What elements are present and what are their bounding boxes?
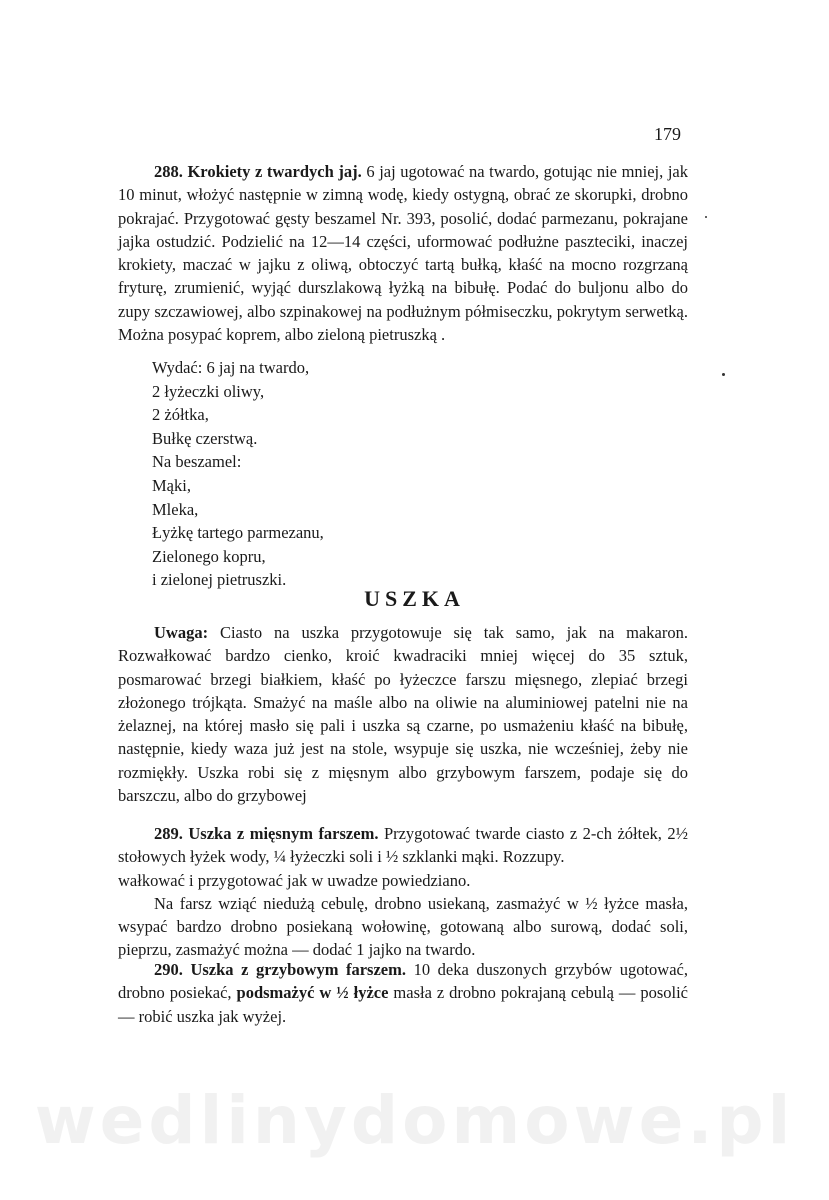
- recipe-289-title: Uszka z mięsnym farszem.: [188, 824, 379, 843]
- recipe-289-para2: Na farsz wziąć niedużą cebulę, drobno usiekaną, zasmażyć w ½ łyżce masła, wsypać bardzo drobno posiekaną wołowinę, gotowaną albo surową, dodać soli, pieprzu, zasmażyć można — dodać 1 jajko na twardo.: [118, 893, 688, 960]
- recipe-289-body: Przygotować twarde ciasto z 2-ch żółtek, 2½ stołowych łyżek wody, ¼ łyżeczki soli i ½ szklanki mąki. Rozzupy.: [118, 824, 689, 867]
- ingredient-item: 2 łyżeczki oliwy,: [152, 381, 265, 401]
- recipe-289: [118, 822, 688, 962]
- section-title: USZKA: [364, 586, 465, 611]
- ingredients-list: [152, 356, 324, 592]
- ingredient-item: Na beszamel:: [152, 452, 242, 472]
- ingredient-item: Mąki,: [152, 475, 191, 495]
- watermark-text: wedlinydomowe.pl: [34, 1082, 795, 1159]
- ingredient-item: Mleka,: [152, 499, 199, 519]
- note-paragraph: [118, 621, 688, 807]
- recipe-288: [118, 160, 688, 346]
- recipe-288-number: 288.: [154, 162, 183, 181]
- ingredient-item: Zielonego kopru,: [152, 546, 266, 566]
- page-number: 179: [654, 124, 681, 144]
- ingredient-item: Łyżkę tartego parmezanu,: [152, 523, 324, 543]
- recipe-289-line2: wałkować i przygotować jak w uwadze powiedziano.: [118, 870, 471, 890]
- recipe-290-body-start: 10 deka duszonych grzybów ugotować, drobno posiekać,: [118, 960, 688, 1003]
- recipe-290-bold-mid: podsmażyć w ½ łyżce: [236, 983, 389, 1003]
- recipe-290-title: Uszka z grzybowym farszem.: [190, 960, 406, 979]
- recipe-288-title: Krokiety z twardych jaj.: [187, 162, 362, 181]
- recipe-290: [118, 958, 688, 1028]
- recipe-289-number: 289.: [154, 824, 183, 843]
- scan-speck: [722, 373, 725, 376]
- ingredient-item: 2 żółtka,: [152, 405, 209, 425]
- scan-speck: [705, 216, 707, 218]
- note-body: Ciasto na uszka przygotowuje się tak samo, jak na makaron. Rozwałkować bardzo cienko, kroić kwadraciki mniej więcej do 35 sztuk, posmarować brzegi białkiem, kłaść po łyżeczce farszu mięsnego, zlepiać brzegi złożonego trójkąta. Smażyć na maśle albo na oliwie na aluminiowej patelni nie na żelaznej, na której masło się pali i uszka są czarne, po usmażeniu kłaść na bibułę, następnie, kiedy waza już jest na stole, wsypuje się uszka, nie wcześniej, żeby nie rozmiękły. Uszka robi się z mięsnym albo grzybowym farszem, podaje się do barszczu, albo do grzybowej: [118, 623, 689, 806]
- ingredient-item: Bułkę czerstwą.: [152, 428, 258, 448]
- ingredient-item: Wydać: 6 jaj na twardo,: [152, 358, 310, 377]
- ingredient-item: i zielonej pietruszki.: [152, 570, 287, 590]
- recipe-290-body-end: masła z drobno pokrajaną cebulą — posolić — robić uszka jak wyżej.: [118, 983, 689, 1026]
- note-label: Uwaga:: [154, 623, 209, 642]
- recipe-290-number: 290.: [154, 960, 183, 979]
- recipe-288-body: 6 jaj ugotować na twardo, gotując nie mniej, jak 10 minut, włożyć następnie w zimną wodę, kiedy ostygną, obrać ze skorupki, drobno pokrajać. Przygotować gęsty beszamel Nr. 393, posolić, dodać parmezanu, pokrajane jajka ostudzić. Podzielić na 12—14 części, uformować podłużne paszteciki, inaczej krokiety, maczać w jajku z oliwą, obtoczyć tartą bułką, kłaść na mocno rozgrzaną fryturę, zrumienić, wyjąć durszlakową łyżką na bibułę. Podać do buljonu albo do zupy szczawiowej, albo szpinakowej na podłużnym półmiseczku, pokrytym serwetką. Można posypać koprem, albo zieloną pietruszką .: [118, 162, 689, 345]
